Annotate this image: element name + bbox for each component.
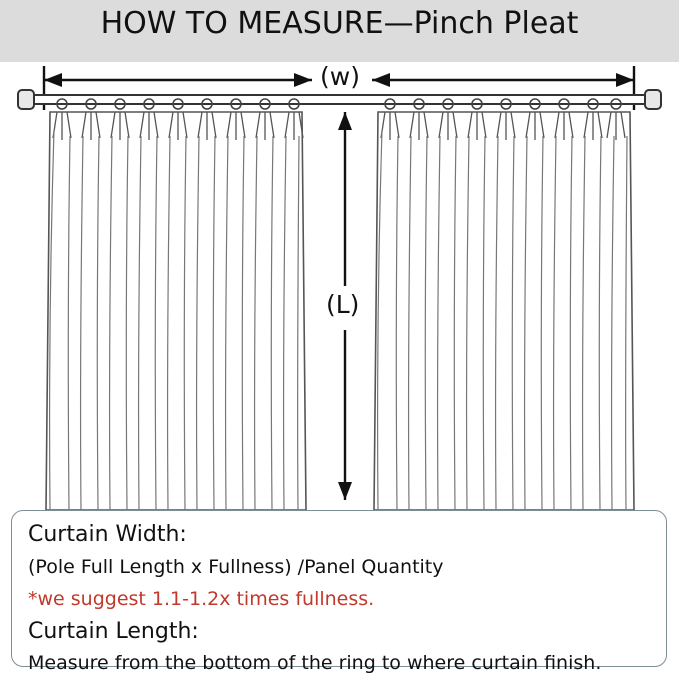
left-curtain-panel [46,112,306,510]
curtain-width-heading: Curtain Width: [28,522,187,547]
right-curtain-panel [374,112,634,510]
length-arrow-bottom [338,482,352,500]
curtain-length-instruction: Measure from the bottom of the ring to where curtain finish. [28,652,602,674]
page-title: HOW TO MEASURE—Pinch Pleat [100,6,579,41]
width-dimension-label: (w) [316,62,364,91]
width-arrow-right [616,73,634,87]
fullness-suggestion: *we suggest 1.1-1.2x times fullness. [28,588,375,610]
curtain-width-formula: (Pole Full Length x Fullness) /Panel Quantity [28,556,444,578]
width-arrow-right-inner-left [294,73,312,87]
measurement-notes-box [11,510,667,674]
length-arrow-top [338,112,352,130]
width-arrow-left [44,73,62,87]
length-dimension-label: (L) [322,290,363,319]
width-arrow-left-inner-right [372,73,390,87]
curtain-length-heading: Curtain Length: [28,619,199,644]
